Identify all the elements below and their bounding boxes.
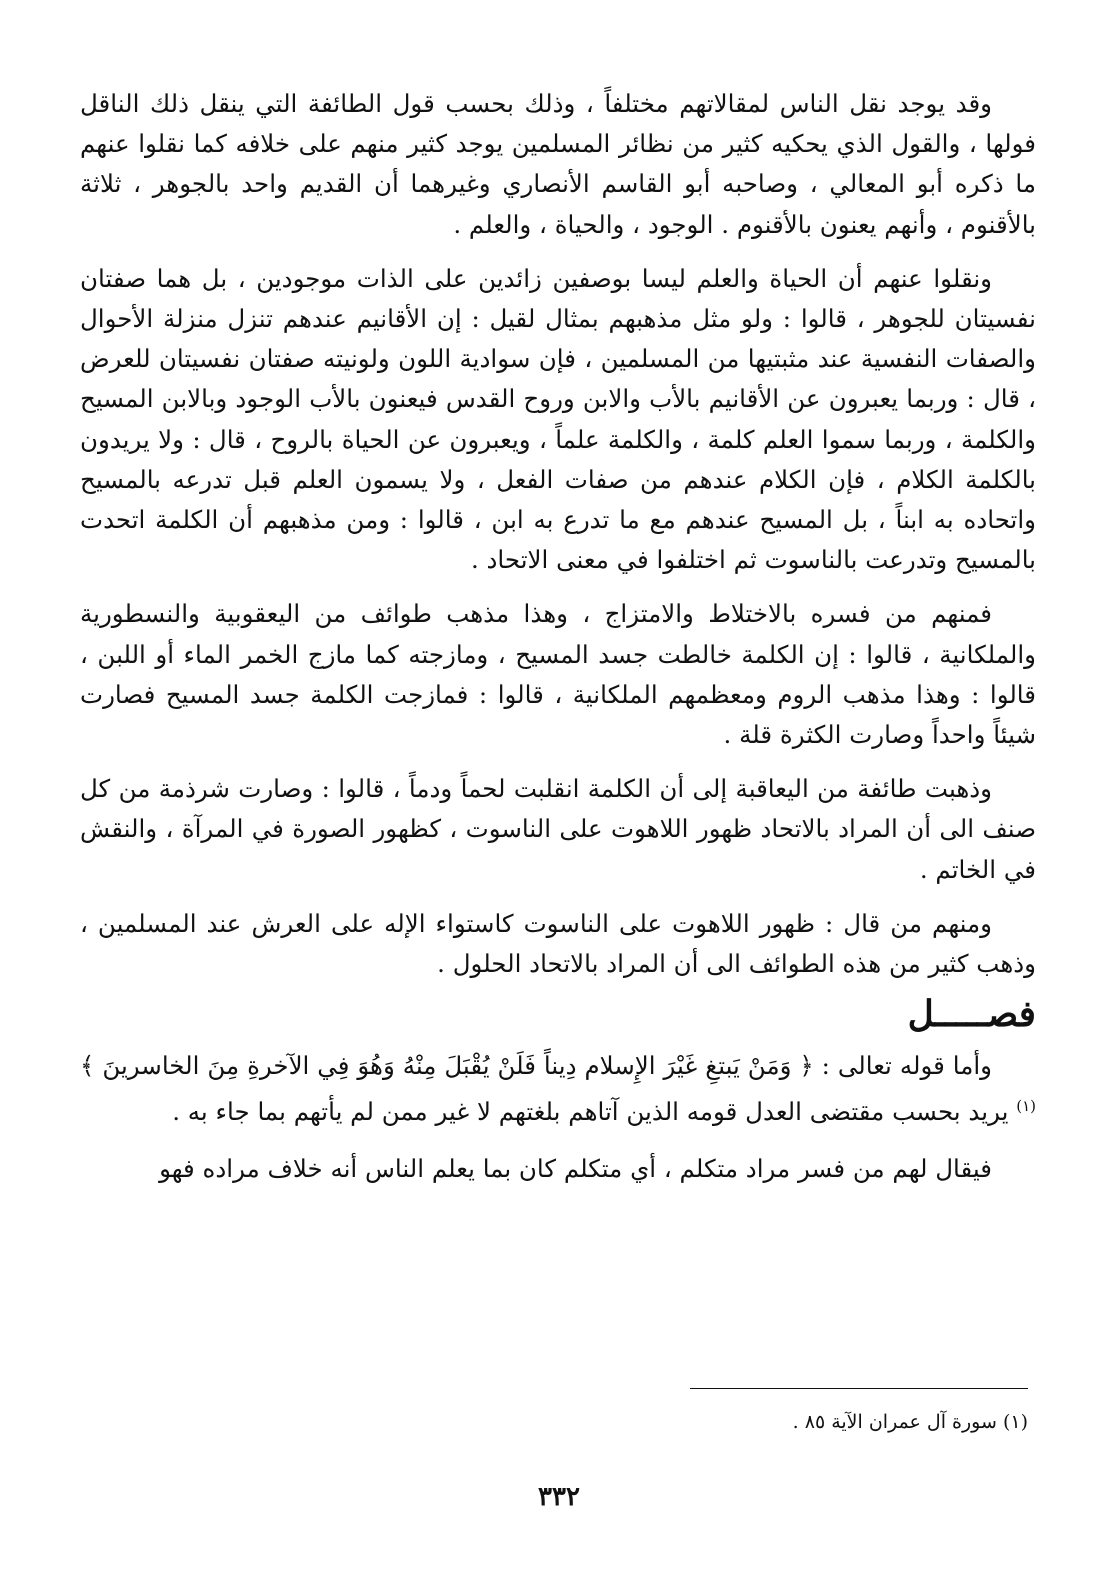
section-heading: فصـــــل — [907, 993, 1036, 1036]
paragraph-4: وذهبت طائفة من اليعاقبة إلى أن الكلمة انقلبت لحماً ودماً ، قالوا : وصارت شرذمة من كل صنف الى أن المراد بالاتحاد ظهور اللاهوت على الناسوت ، كظهور الصورة في المرآة ، والنقش في الخاتم . — [80, 774, 1036, 884]
main-text — [80, 84, 1036, 1189]
paragraph-1: وقد يوجد نقل الناس لمقالاتهم مختلفاً ، وذلك بحسب قول الطائفة التي ينقل ذلك الناقل فولها ، والقول الذي يحكيه كثير من نظائر المسلمين يوجد كثير منهم على خلافه كما نقلوا عنهم ما ذكره أبو المعالي ، وصاحبه أبو القاسم الأنصاري وغيرهما أن القديم واحد بالجوهر ، ثلاثة بالأقنوم ، وأنهم يعنون بالأقنوم . الوجود ، والحياة ، والعلم . — [80, 89, 1036, 239]
paragraph-6-rest: يريد بحسب مقتضى العدل قومه الذين آتاهم بلغتهم لا غير ممن لم يأتهم بما جاء به . — [172, 1097, 1017, 1127]
paragraph-6 — [80, 1046, 1036, 1133]
page-number: ٣٣٢ — [538, 1482, 580, 1512]
paragraph-2: ونقلوا عنهم أن الحياة والعلم ليسا بوصفين زائدين على الذات موجودين ، بل هما صفتان نفسيتان للجوهر ، قالوا : ولو مثل مذهبهم بمثال لقيل : إن الأقانيم عندهم تنزل منزلة الأحوال والصفات النفسية عند مثبتيها من المسلمين ، فإن سوادية اللون ولونيته صفتان نفسيتان للعرض ، قال : وربما يعبرون عن الأقانيم بالأب والابن وروح القدس فيعنون بالأب الوجود وبالابن المسيح والكلمة ، وربما سموا العلم كلمة ، والكلمة علماً ، ويعبرون عن الحياة بالروح ، قال : ولا يريدون بالكلمة الكلام ، فإن الكلام عندهم من صفات الفعل ، ولا يسمون العلم قبل تدرعه بالمسيح واتحاده به ابناً ، بل المسيح عندهم مع ما تدرع به ابن ، قالوا : ومن مذهبهم أن الكلمة اتحدت بالمسيح وتدرعت بالناسوت ثم اختلفوا في معنى الاتحاد . — [80, 263, 1036, 575]
paragraph-5: ومنهم من قال : ظهور اللاهوت على الناسوت كاستواء الإله على العرش عند المسلمين ، وذهب كثير من هذه الطوائف الى أن المراد بالاتحاد الحلول . — [80, 908, 1036, 979]
paragraph-7: فيقال لهم من فسر مراد متكلم ، أي متكلم كان بما يعلم الناس أنه خلاف مراده فهو — [159, 1153, 992, 1183]
footnote-divider — [690, 1388, 1028, 1389]
quran-quote: وأما قوله تعالى : ﴿ وَمَنْ يَبتغِ غَيْرَ الإِسلام دِيناً فَلَنْ يُقْبَلَ مِنْهُ وَهُوَ فِي الآخرةِ مِنَ الخاسرينَ ﴾ — [80, 1051, 992, 1081]
footnote: (١) سورة آل عمران الآية ٨٥ . — [792, 1411, 1028, 1433]
paragraph-3: فمنهم من فسره بالاختلاط والامتزاج ، وهذا مذهب طوائف من اليعقوبية والنسطورية والملكانية ، قالوا : إن الكلمة خالطت جسد المسيح ، ومازجته كما مازج الخمر الماء أو اللبن ، قالوا : وهذا مذهب الروم ومعظمهم الملكانية ، قالوا : فمازجت الكلمة جسد المسيح فصارت شيئاً واحداً وصارت الكثرة قلة . — [80, 599, 1036, 750]
footnote-ref: (١) — [1016, 1097, 1036, 1116]
